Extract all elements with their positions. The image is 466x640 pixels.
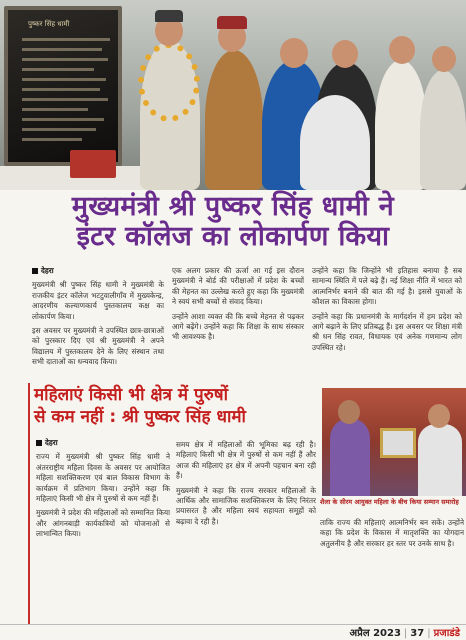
- article1-paragraph: उन्होंने आशा व्यक्त की कि बच्चे मेहनत से पढ़कर आगे बढ़ेंगे। उन्होंने कहा कि शिक्षा के साथ संस्कार भी आवश्यक है।: [172, 311, 304, 342]
- article2-headline-line-2: से कम नहीं : श्री पुष्कर सिंह धामी: [34, 407, 246, 427]
- photo-caption: शैला के सीरम आयुक्त महिला के बीच किया सम्मान समारोह: [320, 498, 459, 506]
- cap: [155, 10, 183, 22]
- bullet-icon: [36, 440, 42, 446]
- main-headline: [0, 192, 466, 252]
- headline-line-2: इंटर कॉलेज का लोकार्पण किया: [76, 221, 390, 252]
- ribbon-tray: [70, 150, 116, 178]
- top-photo: [0, 0, 466, 190]
- article2-paragraph: समय क्षेत्र में महिलाओं की भूमिका बढ़ रही है। महिलाएं किसी भी क्षेत्र में पुरुषों से कम नहीं हैं और आज की महिलाएं हर क्षेत्र में अपनी पहचान बना रही हैं।: [176, 440, 316, 481]
- article1-column-3: [312, 266, 462, 380]
- article1-paragraph: एक अलग प्रकार की ऊर्जा आ गई इस दौरान मुख्यमंत्री ने बोर्ड की परीक्षाओं में प्रदेश के बच्चों की मेहनत का उल्लेख करते हुए कहा कि मुख्यमंत्री ने स्वयं सभी बच्चों से संवाद किया।: [172, 266, 304, 307]
- article1-dateline: देहरा: [41, 266, 54, 275]
- person-figure: [205, 50, 263, 190]
- article2-dateline: देहरा: [45, 438, 58, 447]
- page-footer: [0, 624, 466, 640]
- article1-paragraph: उन्होंने कहा कि जिन्होंने भी इतिहास बनाया है सब सामान्य स्थिति में पले बढ़े हैं। नई शिक्षा नीति में भारत को आत्मनिर्भर बनाने की बात की गई है। इससे युवाओं के कौशल का विकास होगा।: [312, 266, 462, 307]
- article1-paragraph: इस अवसर पर मुख्यमंत्री ने उपस्थित छात्र-छात्राओं को पुरस्कार दिए एवं श्री मुख्यमंत्री ने अपने विद्यालय में पुस्तकालय देने के लिए संस्थान तथा सभी दाताओं का धन्यवाद किया।: [32, 326, 164, 367]
- article2-paragraph: ताकि राज्य की महिलाएं आत्मनिर्भर बन सकें। उन्होंने कहा कि प्रदेश के विकास में मातृशक्ति का योगदान अतुलनीय है और सरकार हर स्तर पर उनके साथ है।: [320, 518, 464, 548]
- women-day-photo: [322, 388, 466, 496]
- article1-column-1: [32, 266, 164, 380]
- cap: [217, 16, 247, 29]
- issue-date: अप्रैल 2023: [349, 628, 401, 639]
- inauguration-plaque: [4, 6, 122, 166]
- article1-column-2: [172, 266, 304, 380]
- article2-paragraph: मुख्यमंत्री ने कहा कि राज्य सरकार महिलाओं के आर्थिक और सामाजिक सशक्तिकरण के लिए निरंतर प्रयासरत है और महिला स्वयं सहायता समूहों को बढ़ावा दे रही है।: [176, 485, 316, 526]
- article2-paragraph: मुख्यमंत्री ने प्रदेश की महिलाओं को सम्मानित किया और आंगनबाड़ी कार्यकत्रियों को योजनाओं से लाभान्वित किया।: [36, 508, 170, 539]
- article2-column-1: [36, 438, 170, 622]
- person-head: [389, 36, 415, 64]
- person-head: [432, 46, 456, 72]
- page-number: 37: [410, 628, 425, 639]
- article2-paragraph: राज्य में मुख्यमंत्री श्री पुष्कर सिंह धामी ने अंतरराष्ट्रीय महिला दिवस के अवसर पर आयोजित महिला सशक्तिकरण एवं बाल विकास विभाग के कार्यक्रम में प्रतिभाग किया। उन्होंने कहा कि महिलाएं किसी भी क्षेत्र में पुरुषों से कम नहीं हैं।: [36, 452, 170, 504]
- article2-headline-line-1: महिलाएं किसी भी क्षेत्र में पुरुषों: [34, 385, 229, 405]
- magazine-brand: प्रजाडंडे: [433, 628, 460, 639]
- article1-paragraph: उन्होंने कहा कि प्रधानमंत्री के मार्गदर्शन में हम प्रदेश को आगे बढ़ाने के लिए प्रतिबद्ध हैं। इस अवसर पर शिक्षा मंत्री श्री धन सिंह रावत, विधायक एवं अनेक गणमान्य लोग उपस्थित रहे।: [312, 311, 462, 352]
- person-head: [280, 38, 308, 68]
- headline-line-1: मुख्यमंत्री श्री पुष्कर सिंह धामी ने: [71, 191, 395, 222]
- person-figure: [420, 70, 466, 190]
- bullet-icon: [32, 268, 38, 274]
- article2-headline: [34, 384, 334, 428]
- garland: [138, 42, 200, 122]
- person-head: [332, 40, 358, 68]
- plaque-title: पुष्कर सिंह धामी: [28, 20, 70, 28]
- footer-text: अप्रैल 2023 | 37 | प्रजाडंडे: [349, 628, 460, 639]
- article1-paragraph: मुख्यमंत्री श्री पुष्कर सिंह धामी ने मुख्यमंत्री के राजकीय इंटर कॉलेज भटटुवालीगाँव में मुख्यकेन्द्र, आदरणीय कल्याणकार्य पुस्तकालय कक्ष का लोकार्पण किया।: [32, 280, 164, 321]
- article2-column-3: [320, 518, 464, 622]
- article2-column-2: [176, 440, 316, 622]
- person-figure: [300, 95, 370, 190]
